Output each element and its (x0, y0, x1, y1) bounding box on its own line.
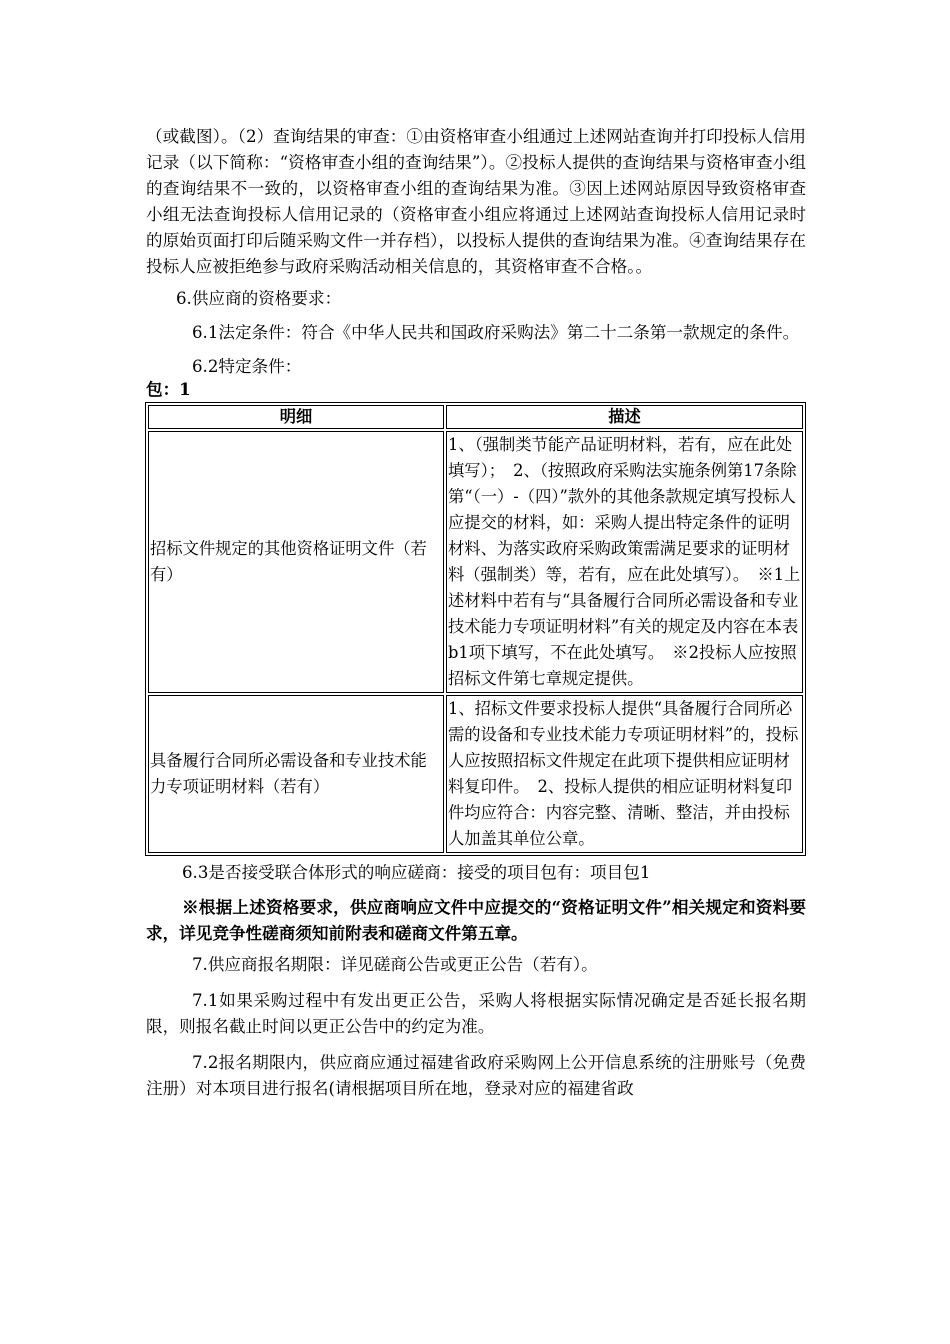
table-row (148, 695, 803, 853)
package-label: 包：1 (146, 379, 191, 399)
document-page (146, 124, 806, 1102)
section-7-2-paragraph: 7.2报名期限内，供应商应通过福建省政府采购网上公开信息系统的注册账号（免费注册）对本项目进行报名(请根据项目所在地，登录对应的福建省政 (146, 1053, 806, 1098)
table-row (148, 431, 803, 693)
row-item: 具备履行合同所必需设备和专业技术能力专项证明材料（若有） (148, 695, 444, 853)
qualification-notice: ※根据上述资格要求，供应商响应文件中应提交的“资格证明文件”相关规定和资料要求，详见竞争性磋商须知前附表和磋商文件第五章。 (146, 897, 806, 943)
section-6-heading: 6.供应商的资格要求： (176, 289, 342, 308)
intro-paragraph: （或截图）。（2）查询结果的审查：①由资格审查小组通过上述网站查询并打印投标人信用记录（以下简称：“资格审查小组的查询结果”）。②投标人提供的查询结果与资格审查小组的查询结果不一致的，以资格审查小组的查询结果为准。③因上述网站原因导致资格审查小组无法查询投标人信用记录的（资格审查小组应将通过上述网站查询投标人信用记录时的原始页面打印后随采购文件一并存档），以投标人提供的查询结果为准。④查询结果存在投标人应被拒绝参与政府采购活动相关信息的，其资格审查不合格。。 (146, 127, 806, 276)
row-item: 招标文件规定的其他资格证明文件（若有） (148, 431, 444, 693)
row-description: 1、招标文件要求投标人提供“具备履行合同所必需的设备和专业技术能力专项证明材料”的，投标人应按照招标文件规定在此项下提供相应证明材料复印件。 2、投标人提供的相应证明材料复印件均应符合：内容完整、清晰、整洁，并由投标人加盖其单位公章。 (446, 695, 803, 853)
section-6-1-paragraph: 6.1法定条件：符合《中华人民共和国政府采购法》第二十二条第一款规定的条件。 (192, 323, 800, 342)
qualification-table (145, 402, 806, 856)
section-6-3-paragraph: 6.3是否接受联合体形式的响应磋商：接受的项目包有：项目包1 (182, 863, 651, 882)
section-6-2-heading: 6.2特定条件： (192, 357, 302, 376)
section-7-1-paragraph: 7.1如果采购过程中有发出更正公告，采购人将根据实际情况确定是否延长报名期限，则报名截止时间以更正公告中的约定为准。 (146, 991, 806, 1036)
row-description: 1、（强制类节能产品证明材料，若有，应在此处填写）； 2、（按照政府采购法实施条例第17条除第“（一）-（四）”款外的其他条款规定填写投标人应提交的材料，如：采购人提出特定条件的证明材料、为落实政府采购政策需满足要求的证明材料（强制类）等，若有，应在此处填写）。 ※1上述材料中若有与“具备履行合同所必需设备和专业技术能力专项证明材料”有关的规定及内容在本表b1项下填写，不在此处填写。 ※2投标人应按照招标文件第七章规定提供。 (446, 431, 803, 693)
section-7-heading: 7.供应商报名期限：详见磋商公告或更正公告（若有）。 (192, 955, 598, 974)
header-detail: 明细 (148, 405, 444, 429)
header-description: 描述 (446, 405, 803, 429)
table-header-row (148, 405, 803, 429)
